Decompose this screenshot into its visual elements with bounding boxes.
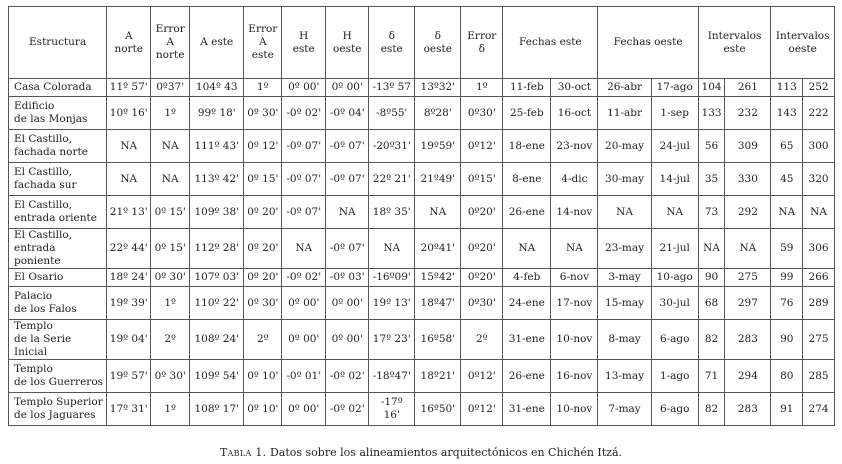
table-cell: 6-ago xyxy=(651,393,698,426)
table-row xyxy=(9,163,835,196)
table-cell: 4-feb xyxy=(503,269,551,287)
header-intervalos-oeste: Intervalos oeste xyxy=(771,7,835,79)
table-cell: 0º20' xyxy=(461,229,503,269)
table-cell: -17º 16' xyxy=(369,393,415,426)
table-cell: NA xyxy=(282,229,326,269)
table-cell: 113º 42' xyxy=(190,163,244,196)
table-cell: 0º 30' xyxy=(151,269,190,287)
table-cell: NA xyxy=(803,196,835,229)
table-row xyxy=(9,360,835,393)
table-cell: 99 xyxy=(771,269,803,287)
table-cell: 7-may xyxy=(598,393,651,426)
table-cell: 24-ene xyxy=(503,287,551,320)
caption-label: Tabla 1. xyxy=(219,446,267,459)
table-cell: 30-oct xyxy=(551,79,598,97)
table-cell: NA xyxy=(503,229,551,269)
table-cell: 0º 00' xyxy=(326,287,369,320)
table-cell: 10-nov xyxy=(551,320,598,360)
table-cell: 2º xyxy=(151,320,190,360)
table-cell: 59 xyxy=(771,229,803,269)
table-cell: 82 xyxy=(698,393,725,426)
table-cell: 8-may xyxy=(598,320,651,360)
table-cell: 0º12' xyxy=(461,393,503,426)
structure-name-cell: El Castillo, fachada norte xyxy=(9,130,107,163)
table-cell: 20º41' xyxy=(415,229,461,269)
table-cell: 26-abr xyxy=(598,79,651,97)
header-delta-oeste: δ oeste xyxy=(415,7,461,79)
table-cell: 261 xyxy=(725,79,771,97)
table-row xyxy=(9,97,835,130)
table-cell: 17º 23' xyxy=(369,320,415,360)
table-cell: 275 xyxy=(725,269,771,287)
table-cell: 109º 54' xyxy=(190,360,244,393)
table-cell: 31-ene xyxy=(503,393,551,426)
header-intervalos-este: Intervalos este xyxy=(698,7,771,79)
table-cell: -0º 04' xyxy=(326,97,369,130)
table-caption xyxy=(0,446,842,459)
table-cell: 111º 43' xyxy=(190,130,244,163)
table-cell: 17º 31' xyxy=(107,393,151,426)
table-row xyxy=(9,320,835,360)
table-cell: NA xyxy=(326,196,369,229)
table-cell: 18º 24' xyxy=(107,269,151,287)
structure-name-cell: Templo de la Serie Inicial xyxy=(9,320,107,360)
table-cell: 18º47' xyxy=(415,287,461,320)
table-cell: 10-ago xyxy=(651,269,698,287)
table-cell: -0º 07' xyxy=(326,163,369,196)
table-cell: 4-dic xyxy=(551,163,598,196)
table-cell: 104º 43 xyxy=(190,79,244,97)
table-row xyxy=(9,229,835,269)
table-cell: 0º 15' xyxy=(151,196,190,229)
table-cell: 99º 18' xyxy=(190,97,244,130)
table-cell: NA xyxy=(551,229,598,269)
table-cell: -20º31' xyxy=(369,130,415,163)
table-cell: 56 xyxy=(698,130,725,163)
table-cell: 90 xyxy=(698,269,725,287)
table-cell: 2º xyxy=(244,320,282,360)
table-cell: 30-jul xyxy=(651,287,698,320)
table-cell: 309 xyxy=(725,130,771,163)
table-cell: 1-sep xyxy=(651,97,698,130)
header-estructura: Estructura xyxy=(9,7,107,79)
table-cell: 17-nov xyxy=(551,287,598,320)
table-cell: 0º 00' xyxy=(282,79,326,97)
table-cell: NA xyxy=(725,229,771,269)
table-cell: -0º 07' xyxy=(282,163,326,196)
table-cell: 16-oct xyxy=(551,97,598,130)
table-cell: 1º xyxy=(151,97,190,130)
structure-name-cell: Edificio de las Monjas xyxy=(9,97,107,130)
structure-name-cell: Palacio de los Falos xyxy=(9,287,107,320)
table-cell: 35 xyxy=(698,163,725,196)
table-cell: NA xyxy=(651,196,698,229)
table-cell: -13º 57 xyxy=(369,79,415,97)
table-cell: 10-nov xyxy=(551,393,598,426)
table-cell: 0º 10' xyxy=(244,360,282,393)
table-cell: 330 xyxy=(725,163,771,196)
table-cell: 8º28' xyxy=(415,97,461,130)
table-cell: 0º12' xyxy=(461,130,503,163)
table-cell: -0º 07' xyxy=(282,196,326,229)
table-cell: 26-ene xyxy=(503,196,551,229)
table-cell: 18-ene xyxy=(503,130,551,163)
table-cell: 3-may xyxy=(598,269,651,287)
table-cell: 104 xyxy=(698,79,725,97)
table-cell: 11-abr xyxy=(598,97,651,130)
table-cell: -0º 02' xyxy=(282,97,326,130)
header-fechas-este: Fechas este xyxy=(503,7,598,79)
table-cell: 0º15' xyxy=(461,163,503,196)
table-cell: 16-nov xyxy=(551,360,598,393)
table-cell: 11º 57' xyxy=(107,79,151,97)
table-cell: 1º xyxy=(151,287,190,320)
header-a-norte: A norte xyxy=(107,7,151,79)
table-cell: 0º 00' xyxy=(282,393,326,426)
table-row xyxy=(9,196,835,229)
table-cell: 31-ene xyxy=(503,320,551,360)
table-cell: 0º12' xyxy=(461,360,503,393)
table-cell: 113 xyxy=(771,79,803,97)
caption-text: Datos sobre los alineamientos arquitectónicos en Chichén Itzá. xyxy=(269,446,623,459)
table-cell: 108º 24' xyxy=(190,320,244,360)
table-cell: 0º20' xyxy=(461,269,503,287)
table-cell: 0º 00' xyxy=(326,79,369,97)
table-cell: 300 xyxy=(803,130,835,163)
table-cell: 23-nov xyxy=(551,130,598,163)
table-cell: 10º 16' xyxy=(107,97,151,130)
table-cell: 14-nov xyxy=(551,196,598,229)
table-cell: 266 xyxy=(803,269,835,287)
table-cell: 19º 39' xyxy=(107,287,151,320)
table-cell: 11-feb xyxy=(503,79,551,97)
table-cell: 0º 12' xyxy=(244,130,282,163)
table-cell: 0º30' xyxy=(461,287,503,320)
table-cell: 17-ago xyxy=(651,79,698,97)
table-cell: NA xyxy=(415,196,461,229)
table-cell: 24-jul xyxy=(651,130,698,163)
table-row xyxy=(9,130,835,163)
table-cell: 133 xyxy=(698,97,725,130)
table-cell: 1-ago xyxy=(651,360,698,393)
table-cell: 1º xyxy=(244,79,282,97)
table-cell: 18º 35' xyxy=(369,196,415,229)
table-cell: 71 xyxy=(698,360,725,393)
structure-name-cell: Templo de los Guerreros xyxy=(9,360,107,393)
table-cell: 0º 00' xyxy=(282,320,326,360)
table-cell: 21º 13' xyxy=(107,196,151,229)
table-cell: -0º 02' xyxy=(326,393,369,426)
table-cell: 0º 30' xyxy=(244,97,282,130)
table-cell: 0º 30' xyxy=(244,287,282,320)
table-cell: 275 xyxy=(803,320,835,360)
table-cell: 13-may xyxy=(598,360,651,393)
table-cell: 91 xyxy=(771,393,803,426)
table-cell: 65 xyxy=(771,130,803,163)
table-cell: 25-feb xyxy=(503,97,551,130)
table-cell: 108º 17' xyxy=(190,393,244,426)
table-cell: 0º 30' xyxy=(151,360,190,393)
table-row xyxy=(9,393,835,426)
table-cell: 289 xyxy=(803,287,835,320)
table-cell: -0º 02' xyxy=(282,269,326,287)
table-cell: 274 xyxy=(803,393,835,426)
table-cell: 19º 04' xyxy=(107,320,151,360)
header-error-a-norte: Error A norte xyxy=(151,7,190,79)
table-cell: 26-ene xyxy=(503,360,551,393)
table-cell: NA xyxy=(151,130,190,163)
table-cell: 0º 20' xyxy=(244,196,282,229)
table-cell: 306 xyxy=(803,229,835,269)
table-cell: 45 xyxy=(771,163,803,196)
table-cell: 19º 13' xyxy=(369,287,415,320)
table-cell: 18º21' xyxy=(415,360,461,393)
table-cell: 6-nov xyxy=(551,269,598,287)
structure-name-cell: El Castillo, entrada poniente xyxy=(9,229,107,269)
table-cell: 112º 28' xyxy=(190,229,244,269)
table-cell: 82 xyxy=(698,320,725,360)
table-cell: 283 xyxy=(725,320,771,360)
table-cell: NA xyxy=(107,163,151,196)
table-cell: -0º 07' xyxy=(326,130,369,163)
table-cell: -18º47' xyxy=(369,360,415,393)
table-cell: 109º 38' xyxy=(190,196,244,229)
table-cell: 22º 21' xyxy=(369,163,415,196)
structure-name-cell: Casa Colorada xyxy=(9,79,107,97)
table-cell: 222 xyxy=(803,97,835,130)
table-cell: 232 xyxy=(725,97,771,130)
table-cell: 1º xyxy=(151,393,190,426)
header-h-oeste: H oeste xyxy=(326,7,369,79)
table-row xyxy=(9,79,835,97)
table-cell: -0º 03' xyxy=(326,269,369,287)
table-cell: 30-may xyxy=(598,163,651,196)
table-cell: 1º xyxy=(461,79,503,97)
table-cell: 16º50' xyxy=(415,393,461,426)
structure-name-cell: Templo Superior de los Jaguares xyxy=(9,393,107,426)
structure-name-cell: El Castillo, entrada oriente xyxy=(9,196,107,229)
table-cell: 13º32' xyxy=(415,79,461,97)
table-cell: 0º 00' xyxy=(326,320,369,360)
table-body xyxy=(9,79,835,426)
data-table xyxy=(8,6,835,426)
table-cell: 283 xyxy=(725,393,771,426)
table-cell: 23-may xyxy=(598,229,651,269)
table-cell: 0º 10' xyxy=(244,393,282,426)
table-cell: 73 xyxy=(698,196,725,229)
table-cell: 8-ene xyxy=(503,163,551,196)
table-cell: NA xyxy=(598,196,651,229)
table-cell: 143 xyxy=(771,97,803,130)
table-cell: 90 xyxy=(771,320,803,360)
table-cell: 19º 57' xyxy=(107,360,151,393)
table-cell: 110º 22' xyxy=(190,287,244,320)
table-cell: 14-jul xyxy=(651,163,698,196)
table-row xyxy=(9,287,835,320)
table-cell: 80 xyxy=(771,360,803,393)
header-error-delta: Error δ xyxy=(461,7,503,79)
table-cell: NA xyxy=(107,130,151,163)
table-cell: 0º 00' xyxy=(282,287,326,320)
table-cell: 0º37' xyxy=(151,79,190,97)
table-cell: 76 xyxy=(771,287,803,320)
structure-name-cell: El Osario xyxy=(9,269,107,287)
table-cell: 68 xyxy=(698,287,725,320)
header-h-este: H este xyxy=(282,7,326,79)
table-cell: 22º 44' xyxy=(107,229,151,269)
table-cell: 20-may xyxy=(598,130,651,163)
table-cell: -0º 07' xyxy=(282,130,326,163)
header-row xyxy=(9,7,835,79)
table-cell: 0º 20' xyxy=(244,269,282,287)
table-cell: 285 xyxy=(803,360,835,393)
header-a-este: A este xyxy=(190,7,244,79)
table-cell: -0º 02' xyxy=(326,360,369,393)
table-cell: 252 xyxy=(803,79,835,97)
table-cell: -0º 01' xyxy=(282,360,326,393)
table-cell: 107º 03' xyxy=(190,269,244,287)
table-cell: 21º49' xyxy=(415,163,461,196)
table-cell: 15-may xyxy=(598,287,651,320)
table-cell: 0º20' xyxy=(461,196,503,229)
table-cell: NA xyxy=(151,163,190,196)
table-cell: 297 xyxy=(725,287,771,320)
table-cell: NA xyxy=(771,196,803,229)
table-cell: 294 xyxy=(725,360,771,393)
table-cell: 320 xyxy=(803,163,835,196)
table-cell: 2º xyxy=(461,320,503,360)
table-cell: NA xyxy=(369,229,415,269)
table-cell: 0º30' xyxy=(461,97,503,130)
table-cell: 0º 20' xyxy=(244,229,282,269)
structure-name-cell: El Castillo, fachada sur xyxy=(9,163,107,196)
header-fechas-oeste: Fechas oeste xyxy=(598,7,698,79)
header-error-a-este: Error A este xyxy=(244,7,282,79)
table-cell: 6-ago xyxy=(651,320,698,360)
table-row xyxy=(9,269,835,287)
table-cell: 21-jul xyxy=(651,229,698,269)
table-cell: -8º55' xyxy=(369,97,415,130)
table-cell: 15º42' xyxy=(415,269,461,287)
table-cell: 19º59' xyxy=(415,130,461,163)
table-cell: NA xyxy=(698,229,725,269)
table-cell: -16º09' xyxy=(369,269,415,287)
table-cell: 0º 15' xyxy=(151,229,190,269)
header-delta-este: δ este xyxy=(369,7,415,79)
table-cell: -0º 07' xyxy=(326,229,369,269)
table-cell: 16º58' xyxy=(415,320,461,360)
table-cell: 0º 15' xyxy=(244,163,282,196)
table-cell: 292 xyxy=(725,196,771,229)
